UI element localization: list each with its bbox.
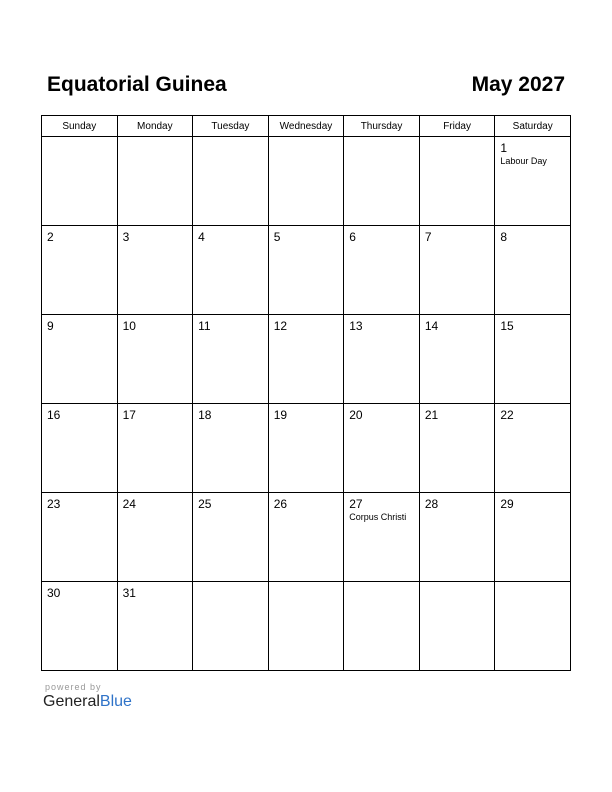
day-number: 26 (273, 497, 288, 511)
calendar-day-cell (495, 493, 571, 582)
calendar-day-cell (419, 226, 495, 315)
calendar-grid (41, 115, 571, 671)
generalblue-logo[interactable] (43, 693, 132, 711)
calendar-day-cell (495, 582, 571, 671)
day-number: 30 (47, 586, 61, 600)
calendar-day-cell (117, 493, 193, 582)
day-number: 21 (424, 408, 439, 422)
calendar-day-cell (344, 493, 420, 582)
calendar-day-cell (117, 137, 193, 226)
calendar-day-cell (117, 404, 193, 493)
day-number: 24 (122, 497, 136, 511)
day-number: 27 (349, 497, 363, 511)
calendar-header (47, 70, 565, 100)
calendar-week-row (42, 582, 571, 671)
day-number: 16 (47, 408, 61, 422)
brand-blue-text: Blue (99, 693, 132, 710)
calendar-day-cell (42, 137, 118, 226)
calendar-day-cell (419, 404, 495, 493)
day-number: 10 (122, 319, 136, 333)
calendar-day-cell (193, 137, 269, 226)
day-number: 4 (198, 230, 205, 244)
day-number: 9 (47, 319, 54, 333)
calendar-day-cell (495, 404, 571, 493)
calendar-day-cell (268, 226, 344, 315)
calendar-day-cell (268, 404, 344, 493)
day-number: 1 (500, 141, 508, 155)
day-number: 20 (349, 408, 363, 422)
day-number: 23 (47, 497, 61, 511)
calendar-day-cell (344, 582, 420, 671)
weekday-saturday: Saturday (495, 116, 571, 137)
calendar-week-row (42, 226, 571, 315)
day-number: 28 (424, 497, 439, 511)
calendar-day-cell (268, 137, 344, 226)
day-number: 14 (424, 319, 439, 333)
day-number: 7 (424, 230, 432, 244)
calendar-day-cell (344, 404, 420, 493)
calendar-day-cell (419, 493, 495, 582)
calendar-day-cell (344, 315, 420, 404)
holiday-label: Labour Day (500, 156, 547, 166)
calendar-day-cell (268, 582, 344, 671)
weekday-thursday: Thursday (344, 116, 420, 137)
weekday-sunday: Sunday (42, 116, 118, 137)
calendar-day-cell (42, 315, 118, 404)
day-number: 17 (122, 408, 136, 422)
weekday-header-row (42, 116, 571, 137)
calendar-day-cell (419, 137, 495, 226)
day-number: 29 (500, 497, 514, 511)
weekday-wednesday: Wednesday (268, 116, 344, 137)
calendar-day-cell (193, 226, 269, 315)
day-number: 19 (273, 408, 288, 422)
day-number: 31 (122, 586, 136, 600)
calendar-day-cell (42, 582, 118, 671)
country-title: Equatorial Guinea (47, 73, 227, 96)
calendar-day-cell (268, 315, 344, 404)
powered-by-label: powered by (45, 682, 102, 692)
holiday-label: Corpus Christi (349, 512, 407, 522)
calendar-day-cell (419, 315, 495, 404)
calendar-day-cell (419, 582, 495, 671)
weekday-tuesday: Tuesday (193, 116, 269, 137)
weekday-friday: Friday (419, 116, 495, 137)
weekday-monday: Monday (117, 116, 193, 137)
calendar-week-row (42, 315, 571, 404)
calendar-day-cell (117, 226, 193, 315)
calendar-day-cell (344, 137, 420, 226)
day-number: 6 (349, 230, 356, 244)
day-number: 8 (500, 230, 508, 244)
footer-branding (43, 682, 132, 711)
day-number: 11 (198, 319, 211, 333)
day-number: 2 (47, 230, 54, 244)
calendar-day-cell (193, 404, 269, 493)
day-number: 15 (500, 319, 514, 333)
brand-general-text: General (43, 693, 100, 710)
calendar-day-cell (42, 226, 118, 315)
calendar-day-cell (193, 493, 269, 582)
day-number: 25 (198, 497, 212, 511)
calendar-day-cell (495, 226, 571, 315)
calendar-day-cell (193, 582, 269, 671)
calendar-week-row (42, 493, 571, 582)
month-year-title: May 2027 (471, 73, 565, 96)
calendar-day-cell (117, 582, 193, 671)
day-number: 13 (349, 319, 363, 333)
calendar-day-cell (42, 404, 118, 493)
calendar-day-cell (268, 493, 344, 582)
calendar-day-cell (344, 226, 420, 315)
calendar-day-cell (193, 315, 269, 404)
calendar-day-cell (495, 315, 571, 404)
calendar-week-row (42, 404, 571, 493)
calendar-day-cell (117, 315, 193, 404)
day-number: 5 (273, 230, 281, 244)
day-number: 12 (273, 319, 288, 333)
calendar-day-cell (495, 137, 571, 226)
day-number: 22 (500, 408, 514, 422)
calendar-day-cell (42, 493, 118, 582)
calendar-week-row (42, 137, 571, 226)
day-number: 18 (198, 408, 212, 422)
day-number: 3 (122, 230, 130, 244)
